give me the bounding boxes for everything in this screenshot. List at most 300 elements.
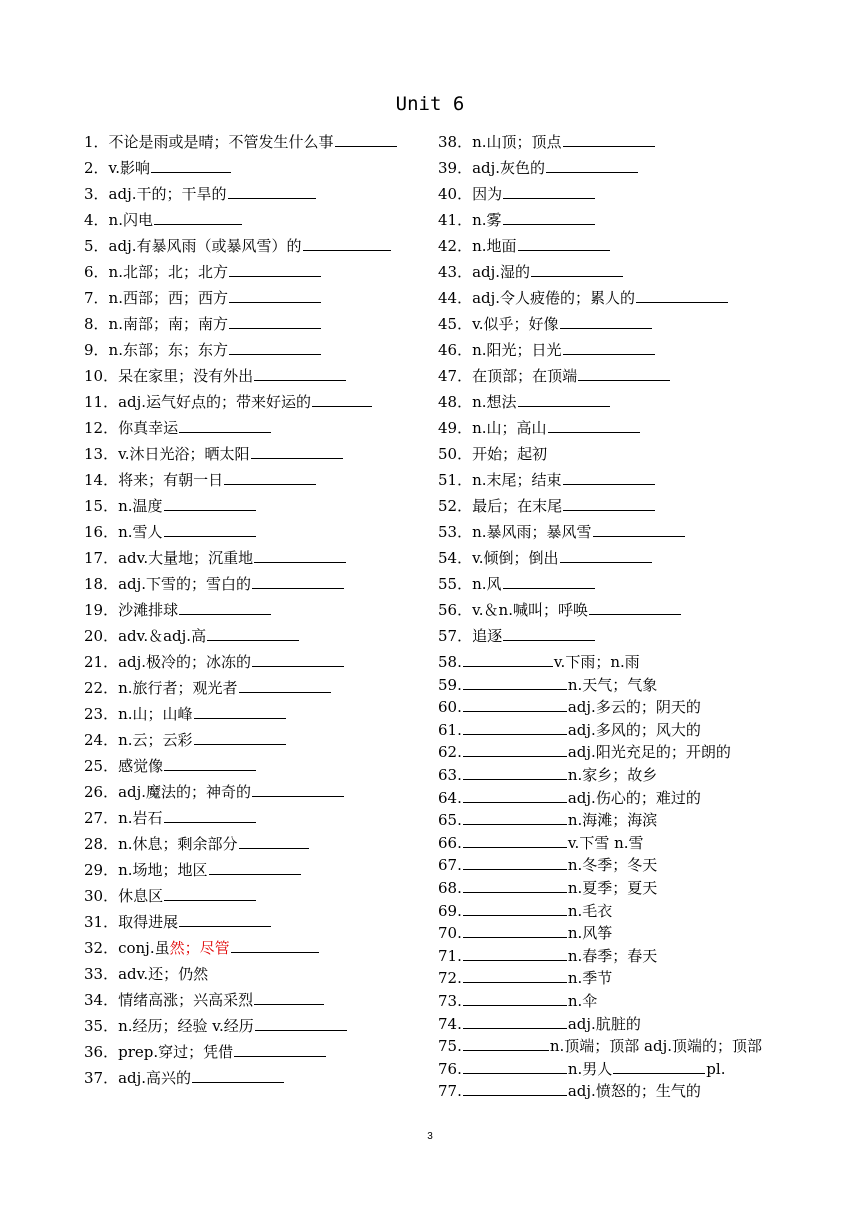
vocab-item [438,696,838,719]
item-number: 47． [438,367,473,385]
vocab-item [84,261,429,287]
vocab-item [438,547,838,573]
vocab-item [438,741,838,764]
answer-blank[interactable] [231,938,319,953]
vocab-item [84,989,429,1015]
item-text: n.东部；东；东方 [108,341,228,359]
answer-blank[interactable] [593,522,685,537]
vocab-item [438,573,838,599]
vocab-item [84,183,429,209]
item-number: 12． [84,419,119,437]
item-text: adj.多云的；阴天的 [567,698,701,717]
answer-blank[interactable] [229,314,321,329]
vocab-item [84,469,429,495]
item-text: conj.虽 [118,939,170,957]
vocab-item [84,677,429,703]
answer-blank[interactable] [254,366,346,381]
item-number: 1． [84,133,109,151]
answer-blank[interactable] [228,184,316,199]
item-text: adj.愤怒的；生气的 [567,1082,701,1101]
answer-blank[interactable] [207,626,299,641]
vocab-item [84,937,429,963]
item-number: 9． [84,341,109,359]
item-number: 14． [84,471,119,489]
item-text: n.山；山峰 [118,705,193,723]
item-text: n.雪人 [118,523,163,541]
vocab-item [438,469,838,495]
item-text: n.旅行者；观光者 [118,679,238,697]
answer-blank[interactable] [229,262,321,277]
vocab-item [84,443,429,469]
item-number: 28． [84,835,119,853]
answer-blank[interactable] [254,548,346,563]
item-number: 68. [438,878,462,897]
answer-blank[interactable] [560,548,652,563]
vocab-item [438,1058,838,1081]
vocab-item [438,313,838,339]
item-number: 50． [438,445,473,463]
vocab-item [438,599,838,625]
vocab-item [438,922,838,945]
vocab-item [84,365,429,391]
answer-blank[interactable] [563,496,655,511]
answer-blank[interactable] [463,901,567,916]
vocab-item [84,963,429,989]
item-number: 33． [84,965,119,983]
item-number: 2． [84,159,109,177]
answer-blank[interactable] [560,314,652,329]
item-number: 60. [438,698,462,717]
answer-blank[interactable] [463,855,567,870]
item-text: 取得进展 [118,913,179,931]
page-number: 3 [427,1131,433,1142]
answer-blank[interactable] [164,808,256,823]
item-text: 感觉像 [118,757,164,775]
item-number: 61. [438,720,462,739]
item-text: n.温度 [118,497,163,515]
answer-blank[interactable] [463,1014,567,1029]
item-number: 24． [84,731,119,749]
item-text: n.男人 [567,1059,613,1078]
item-number: 69. [438,901,462,920]
item-text: 因为 [472,185,503,203]
vocab-item [438,625,838,651]
item-text: v.下雪 n.雪 [567,833,644,852]
answer-blank[interactable] [463,720,567,735]
vocab-item [84,313,429,339]
item-number: 76. [438,1059,462,1078]
answer-blank[interactable] [164,496,256,511]
vocab-item [84,729,429,755]
item-number: 20． [84,627,119,645]
vocab-item [84,287,429,313]
answer-blank[interactable] [463,1036,549,1051]
vocab-item [438,495,838,521]
answer-blank[interactable] [229,288,321,303]
item-number: 67. [438,856,462,875]
answer-blank[interactable] [613,1059,705,1074]
item-text: n.家乡；故乡 [567,765,658,784]
answer-blank[interactable] [463,1059,567,1074]
item-text: adj.湿的 [472,263,531,281]
answer-blank[interactable] [252,574,344,589]
item-number: 36． [84,1043,119,1061]
item-number: 71. [438,946,462,965]
item-number: 25． [84,757,119,775]
item-number: 23． [84,705,119,723]
answer-blank[interactable] [463,968,567,983]
vocab-item [438,809,838,832]
vocab-item [438,1013,838,1036]
item-number: 73. [438,991,462,1010]
answer-blank[interactable] [164,522,256,537]
item-text: n.天气；气象 [567,675,658,694]
item-number: 32． [84,939,119,957]
answer-blank[interactable] [229,340,321,355]
vocab-item [84,859,429,885]
answer-blank[interactable] [463,946,567,961]
item-number: 57． [438,627,473,645]
item-text: adj.多风的；风大的 [567,720,701,739]
item-text: adj.伤心的；难过的 [567,788,701,807]
answer-blank[interactable] [636,288,728,303]
item-text: n.西部；西；西方 [108,289,228,307]
item-number: 3． [84,185,109,203]
item-number: 66. [438,833,462,852]
answer-blank[interactable] [463,652,553,667]
item-text: n.雾 [472,211,502,229]
item-text: n.冬季；冬天 [567,856,658,875]
answer-blank[interactable] [239,678,331,693]
answer-blank[interactable] [303,236,391,251]
item-number: 15． [84,497,119,515]
vocab-item [438,261,838,287]
item-number: 6． [84,263,109,281]
item-text: adv.还；仍然 [118,965,209,983]
item-text: adj.肮脏的 [567,1014,641,1033]
answer-blank[interactable] [209,860,301,875]
item-number: 42． [438,237,473,255]
answer-blank[interactable] [518,392,610,407]
answer-blank[interactable] [463,923,567,938]
item-number: 34． [84,991,119,1009]
answer-blank[interactable] [179,912,271,927]
vocab-item [438,287,838,313]
answer-blank[interactable] [463,675,567,690]
item-number: 49． [438,419,473,437]
answer-blank[interactable] [251,444,343,459]
item-text: n.山；高山 [472,419,547,437]
vocab-item [438,417,838,443]
vocab-item [84,209,429,235]
item-number: 46． [438,341,473,359]
vocab-item [438,945,838,968]
item-number: 29． [84,861,119,879]
vocab-item [84,1067,429,1093]
item-text: adj.高兴的 [118,1069,192,1087]
item-number: 58. [438,653,462,671]
item-number: 54． [438,549,473,567]
left-column [84,131,429,1093]
answer-blank[interactable] [164,756,256,771]
item-number: 64. [438,788,462,807]
item-text: v.＆n.喊叫；呼唤 [472,601,588,619]
item-number: 77. [438,1082,462,1101]
vocab-item [438,967,838,990]
vocab-item [84,885,429,911]
item-number: 40． [438,185,473,203]
answer-blank[interactable] [192,1068,284,1083]
answer-blank[interactable] [154,210,242,225]
vocab-item [438,832,838,855]
vocab-item [84,833,429,859]
item-text: v.倾倒；倒出 [472,549,559,567]
item-number: 27． [84,809,119,827]
item-text: adj.极冷的；冰冻的 [118,653,252,671]
answer-blank[interactable] [164,886,256,901]
item-text: n.场地；地区 [118,861,208,879]
answer-blank[interactable] [224,470,316,485]
answer-blank[interactable] [252,782,344,797]
answer-blank[interactable] [463,788,567,803]
vocab-item [438,391,838,417]
item-text: n.地面 [472,237,517,255]
item-text: n.末尾；结束 [472,471,562,489]
answer-blank[interactable] [546,158,638,173]
answer-blank[interactable] [255,1016,347,1031]
item-text: prep.穿过；凭借 [118,1043,234,1061]
answer-blank[interactable] [463,810,567,825]
vocab-item [84,495,429,521]
item-text: n.顶端；顶部 adj.顶端的；顶部 [549,1037,763,1056]
answer-blank[interactable] [563,132,655,147]
item-text: n.伞 [567,991,598,1010]
vocab-item [438,235,838,261]
vocab-item [438,209,838,235]
item-text: v.影响 [108,159,151,177]
item-number: 10． [84,367,119,385]
item-number: 63. [438,765,462,784]
answer-blank[interactable] [194,704,286,719]
answer-blank[interactable] [503,210,595,225]
vocab-item [84,911,429,937]
answer-blank[interactable] [463,833,567,848]
item-number: 41． [438,211,473,229]
vocab-item [438,651,838,674]
answer-blank[interactable] [503,574,595,589]
item-text: adj.魔法的；神奇的 [118,783,252,801]
answer-blank[interactable] [151,158,231,173]
item-number: 22． [84,679,119,697]
answer-blank[interactable] [312,392,372,407]
item-number: 19． [84,601,119,619]
vocab-item [438,854,838,877]
item-text: n.风 [472,575,502,593]
item-text: 呆在家里；没有外出 [118,367,254,385]
vocab-item [84,755,429,781]
answer-blank[interactable] [463,1081,567,1096]
item-number: 16． [84,523,119,541]
item-number: 26． [84,783,119,801]
vocab-item [438,365,838,391]
item-text: n.毛衣 [567,901,613,920]
item-text: adv.大量地；沉重地 [118,549,254,567]
vocab-item [438,1080,838,1103]
vocab-item [84,235,429,261]
vocab-item [84,573,429,599]
item-text: v.下雨；n.雨 [553,653,640,671]
vocab-item [84,807,429,833]
item-number: 59. [438,675,462,694]
item-number: 74. [438,1014,462,1033]
item-number: 44． [438,289,473,307]
vocab-item [84,157,429,183]
vocab-item [84,391,429,417]
item-number: 31． [84,913,119,931]
item-text: n.休息；剩余部分 [118,835,238,853]
item-text: 将来；有朝一日 [118,471,224,489]
item-text: n.闪电 [108,211,153,229]
item-number: 70. [438,924,462,943]
answer-blank[interactable] [239,834,309,849]
vocab-item [438,157,838,183]
item-text: 最后；在末尾 [472,497,563,515]
vocab-item [438,183,838,209]
item-text: 在顶部；在顶端 [472,367,578,385]
item-number: 35． [84,1017,119,1035]
answer-blank[interactable] [503,626,595,641]
item-number: 62. [438,743,462,762]
item-text: 沙滩排球 [118,601,179,619]
item-number: 45． [438,315,473,333]
item-text: n.经历；经验 v.经历 [118,1017,254,1035]
vocab-item [438,1035,838,1058]
item-text: 情绪高涨；兴高采烈 [118,991,254,1009]
item-text: n.南部；南；南方 [108,315,228,333]
item-text: n.风筝 [567,924,613,943]
item-number: 56． [438,601,473,619]
item-number: 75. [438,1037,462,1056]
vocab-item [438,764,838,787]
answer-blank[interactable] [234,1042,326,1057]
vocab-item [438,877,838,900]
item-number: 4． [84,211,109,229]
answer-blank[interactable] [252,652,344,667]
item-number: 37． [84,1069,119,1087]
item-number: 53． [438,523,473,541]
item-number: 18． [84,575,119,593]
vocab-item [84,1041,429,1067]
vocab-item [84,417,429,443]
answer-blank[interactable] [578,366,670,381]
item-text: n.北部；北；北方 [108,263,228,281]
answer-blank[interactable] [463,765,567,780]
item-text: n.岩石 [118,809,163,827]
item-text: n.云；云彩 [118,731,193,749]
item-number: 5． [84,237,109,255]
item-number: 13． [84,445,119,463]
vocab-item [84,651,429,677]
vocab-item [84,1015,429,1041]
vocab-item [84,625,429,651]
answer-blank[interactable] [463,697,567,712]
item-text: v.沐日光浴；晒太阳 [118,445,250,463]
item-text: n.海滩；海滨 [567,811,658,830]
item-number: 38． [438,133,473,151]
answer-blank[interactable] [335,132,397,147]
item-text: n.想法 [472,393,517,411]
answer-blank[interactable] [589,600,681,615]
item-text: adj.运气好点的；带来好运的 [118,393,312,411]
vocab-item [84,339,429,365]
answer-blank[interactable] [518,236,610,251]
vocab-item [438,339,838,365]
item-text: adj.有暴风雨（或暴风雪）的 [108,237,302,255]
answer-blank[interactable] [179,600,271,615]
item-text: n.季节 [567,969,613,988]
item-number: 17． [84,549,119,567]
item-text: 休息区 [118,887,164,905]
vocab-item [438,900,838,923]
vocab-item [84,599,429,625]
answer-blank[interactable] [463,991,567,1006]
vocab-item [438,443,838,469]
item-number: 30． [84,887,119,905]
vocab-item [84,703,429,729]
item-text: n.夏季；夏天 [567,878,658,897]
item-text: adj.阳光充足的；开朗的 [567,743,731,762]
answer-blank[interactable] [531,262,623,277]
vocab-item [84,547,429,573]
item-text: adv.＆adj.高 [118,627,207,645]
item-number: 52． [438,497,473,515]
item-number: 7． [84,289,109,307]
item-number: 55． [438,575,473,593]
vocab-item [438,787,838,810]
vocab-item [84,131,429,157]
answer-blank[interactable] [503,184,595,199]
answer-blank[interactable] [563,470,655,485]
right-column [438,131,838,1103]
answer-blank[interactable] [463,878,567,893]
answer-blank[interactable] [254,990,324,1005]
answer-blank[interactable] [194,730,286,745]
item-text: n.春季；春天 [567,946,658,965]
vocab-item [438,674,838,697]
answer-blank[interactable] [563,340,655,355]
item-number: 43． [438,263,473,281]
item-number: 65. [438,811,462,830]
item-text: adj.干的；干旱的 [108,185,227,203]
item-text: 追逐 [472,627,503,645]
item-number: 39． [438,159,473,177]
item-number: 8． [84,315,109,333]
item-number: 51． [438,471,473,489]
item-number: 72. [438,969,462,988]
item-text: 不论是雨或是晴；不管发生什么事 [108,133,334,151]
answer-blank[interactable] [463,742,567,757]
vocab-item [438,131,838,157]
item-number: 21． [84,653,119,671]
item-number: 11． [84,393,119,411]
item-text: adj.灰色的 [472,159,546,177]
item-text: v.似乎；好像 [472,315,559,333]
answer-blank[interactable] [179,418,271,433]
item-text: 你真幸运 [118,419,179,437]
answer-blank[interactable] [548,418,640,433]
item-text: n.暴风雨；暴风雪 [472,523,592,541]
item-text-highlight: 然；尽管 [169,939,230,957]
